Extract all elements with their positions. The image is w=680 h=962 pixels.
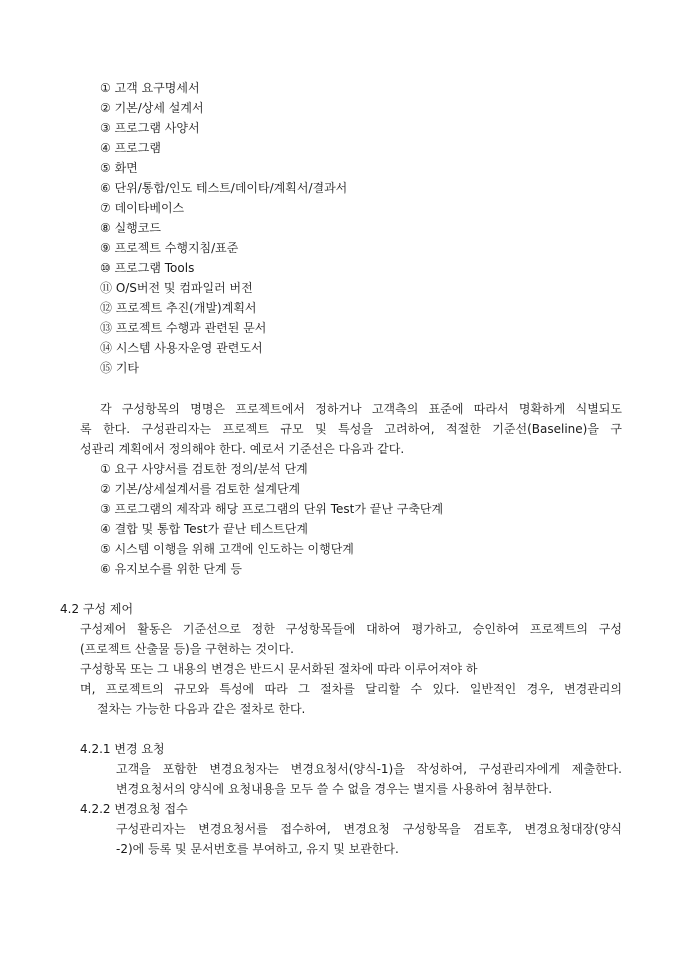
list-item: ⑤ 시스템 이행을 위해 고객에 인도하는 이행단계 [100, 542, 354, 556]
list-item: ① 요구 사양서를 검토한 정의/분석 단계 [100, 462, 308, 476]
list-item: ⑧ 실행코드 [100, 221, 161, 235]
list-item: ③ 프로그램의 제작과 해당 프로그램의 단위 Test가 끝난 구축단계 [100, 502, 444, 516]
paragraph-line: 며, 프로젝트의 규모와 특성에 따라 그 절차를 달리할 수 있다. 일반적인 경우, 변경관리의 [80, 682, 622, 696]
paragraph-line: 성관리 계획에서 정의해야 한다. 예로서 기준선은 다음과 같다. [80, 442, 405, 456]
list-item: ⑥ 유지보수를 위한 단계 등 [100, 562, 242, 576]
list-item: ② 기본/상세설계서를 검토한 설계단계 [100, 482, 301, 496]
list-item: ⑤ 화면 [100, 161, 138, 175]
paragraph-line: (프로젝트 산출물 등)을 구현하는 것이다. [80, 642, 294, 656]
paragraph-line: 변경요청서의 양식에 요청내용을 모두 쓸 수 없을 경우는 별지를 사용하여 첨부한다. [116, 782, 553, 796]
subsection-heading: 4.2.2 변경요청 접수 [80, 802, 188, 816]
list-item: ⑩ 프로그램 Tools [100, 261, 195, 275]
paragraph-line: -2)에 등록 및 문서번호를 부여하고, 유지 및 보관한다. [116, 842, 399, 856]
list-item: ① 고객 요구명세서 [100, 81, 200, 95]
paragraph-line: 록 한다. 구성관리자는 프로젝트 규모 및 특성을 고려하여, 적절한 기준선(Baseline)을 구 [80, 422, 622, 436]
list-item: ⑥ 단위/통합/인도 테스트/데이타/계획서/결과서 [100, 181, 348, 195]
list-item: ⑮ 기타 [100, 361, 139, 375]
list-item: ④ 프로그램 [100, 141, 161, 155]
subsection-heading: 4.2.1 변경 요청 [80, 742, 165, 756]
list-item: ⑭ 시스템 사용자운영 관련도서 [100, 341, 263, 355]
list-item: ⑫ 프로젝트 추진(개발)계획서 [100, 301, 257, 315]
paragraph-line: 각 구성항목의 명명은 프로젝트에서 정하거나 고객측의 표준에 따라서 명확하게 식별되도 [100, 402, 622, 416]
list-item: ③ 프로그램 사양서 [100, 121, 200, 135]
list-item: ⑨ 프로젝트 수행지침/표준 [100, 241, 239, 255]
paragraph-line: 구성제어 활동은 기준선으로 정한 구성항목들에 대하여 평가하고, 승인하여 프로젝트의 구성 [80, 622, 622, 636]
paragraph-line: 절차는 가능한 다음과 같은 절차로 한다. [97, 702, 306, 716]
paragraph-line: 구성항목 또는 그 내용의 변경은 반드시 문서화된 절차에 따라 이루어져야 하 [80, 662, 478, 676]
list-item: ⑪ O/S버전 및 컴파일러 버전 [100, 281, 253, 295]
paragraph-line: 구성관리자는 변경요청서를 접수하여, 변경요청 구성항목을 검토후, 변경요청대장(양식 [116, 822, 622, 836]
list-item: ② 기본/상세 설계서 [100, 101, 204, 115]
list-item: ⑬ 프로젝트 수행과 관련된 문서 [100, 321, 267, 335]
list-item: ④ 결합 및 통합 Test가 끝난 테스트단계 [100, 522, 308, 536]
list-item: ⑦ 데이타베이스 [100, 201, 185, 215]
section-heading: 4.2 구성 제어 [60, 602, 134, 616]
paragraph-line: 고객을 포함한 변경요청자는 변경요청서(양식-1)을 작성하여, 구성관리자에게 제출한다. [116, 762, 622, 776]
